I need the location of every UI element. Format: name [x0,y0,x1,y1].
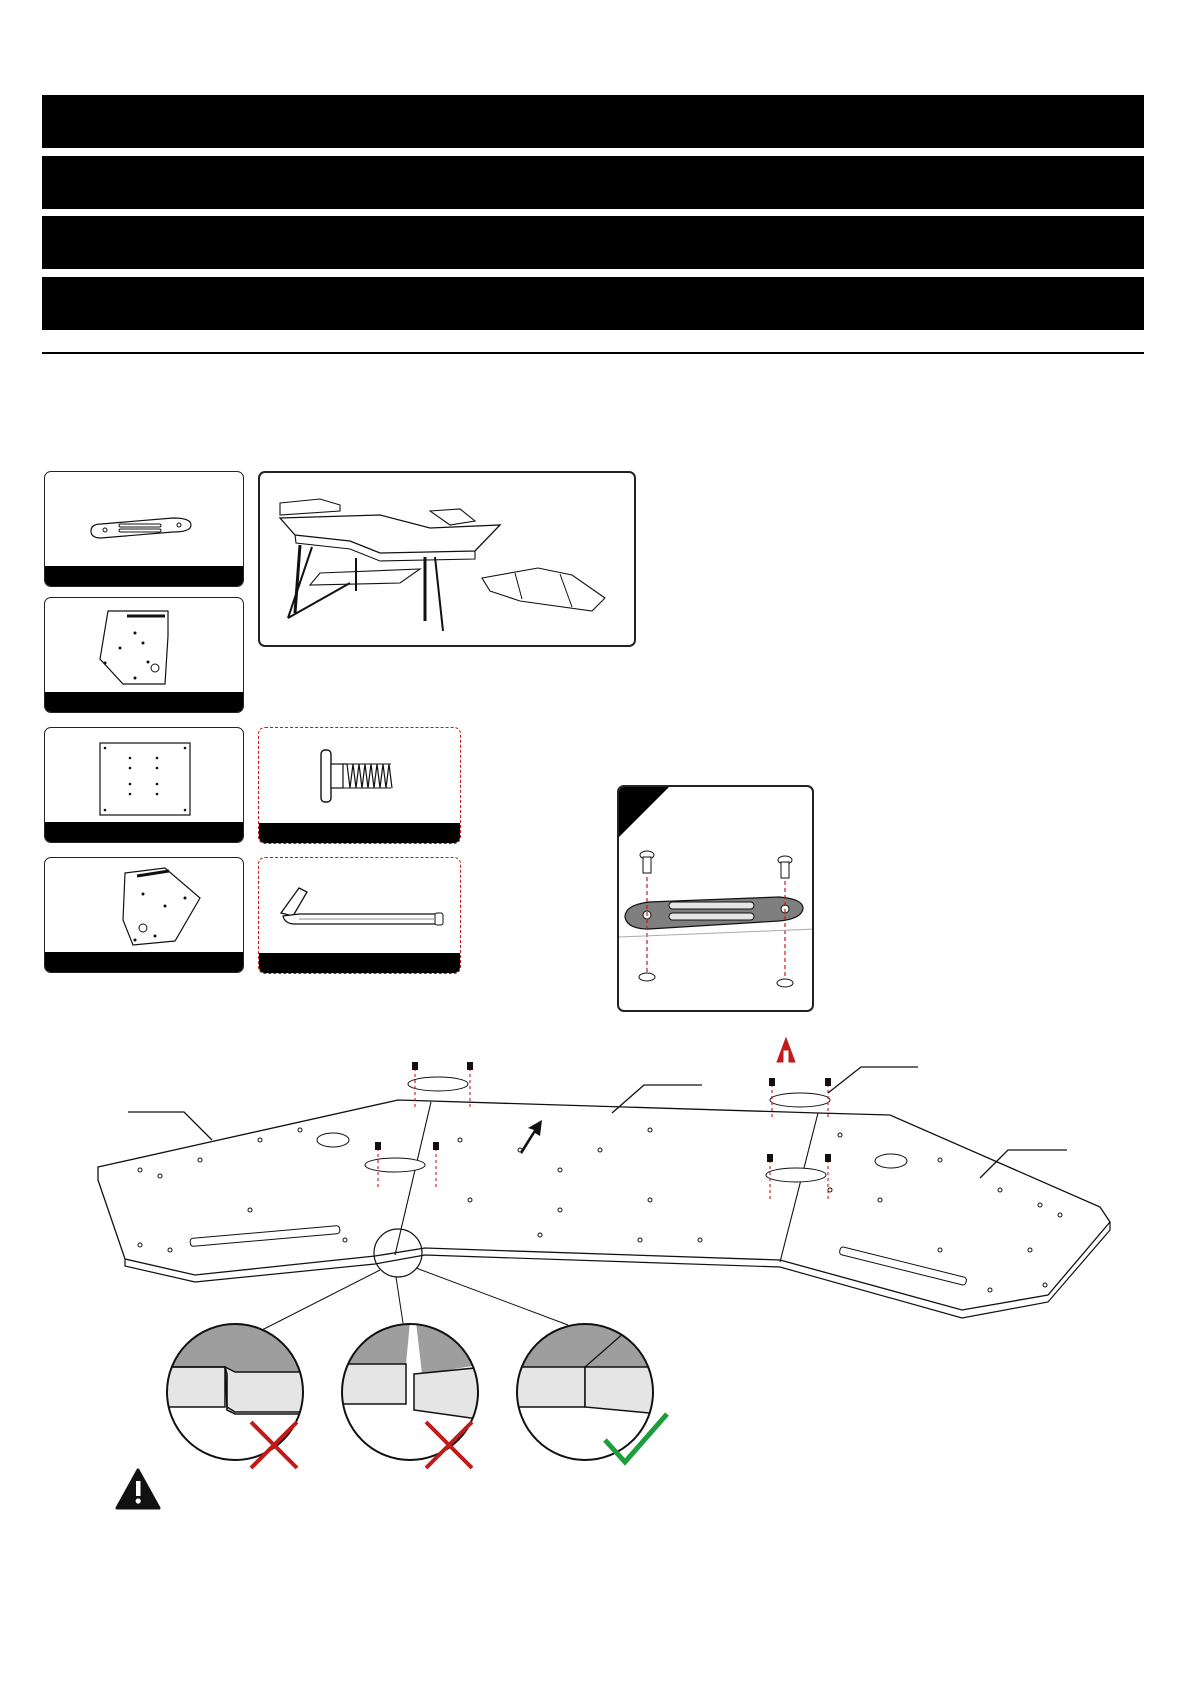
detail-view-gap [340,1322,485,1472]
detail-view-flush [515,1322,675,1472]
warning-triangle-icon [115,1468,161,1510]
detail-view-misaligned [165,1322,310,1472]
lift-arrow-icon [777,1038,795,1062]
